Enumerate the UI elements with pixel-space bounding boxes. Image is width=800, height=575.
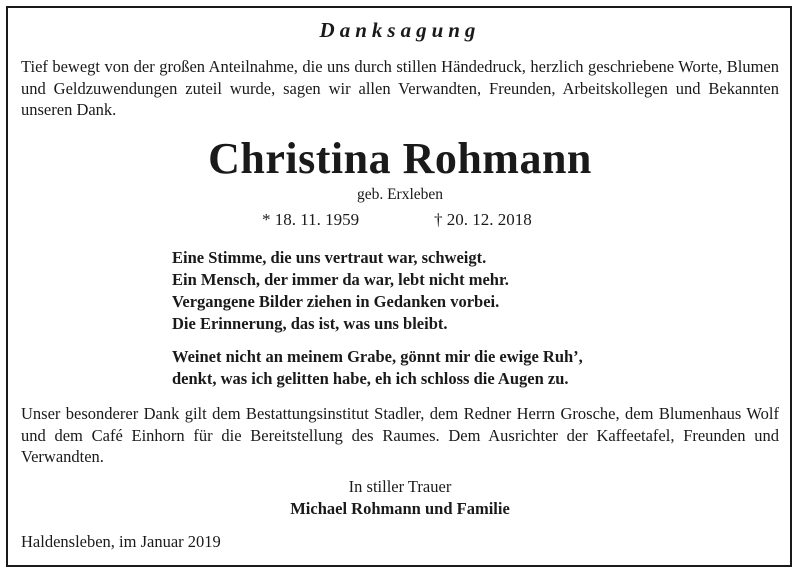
verse-line: Vergangene Bilder ziehen in Gedanken vorbei. — [172, 292, 500, 311]
signature-name: Michael Rohmann und Familie — [290, 499, 510, 518]
deceased-name: Christina Rohmann — [208, 134, 592, 183]
intro-paragraph: Tief bewegt von der großen Anteilnahme, die uns durch stillen Händedruck, herzlich geschriebene Worte, Blumen und Geldzuwendungen zuteil wurde, sagen wir allen Verwandten, Freunden, Arbeitskollegen und Bekannten unseren Dank. — [21, 57, 779, 119]
birth-date: * 18. 11. 1959 — [262, 210, 360, 229]
verse-line: Eine Stimme, die uns vertraut war, schweigt. — [172, 248, 487, 267]
signature-intro: In stiller Trauer — [348, 477, 452, 496]
thanks-paragraph: Unser besonderer Dank gilt dem Bestattungsinstitut Stadler, dem Redner Herrn Grosche, dem Blumenhaus Wolf und dem Café Einhorn für die Bereitstellung des Raumes. Dem Ausrichter der Kaffeetafel, Freunden und Verwandten. — [21, 404, 779, 466]
verse-line: Die Erinnerung, das ist, was uns bleibt. — [172, 314, 448, 333]
birth-name: geb. Erxleben — [356, 186, 444, 203]
verse-line: Ein Mensch, der immer da war, lebt nicht mehr. — [172, 270, 509, 289]
death-date: † 20. 12. 2018 — [434, 210, 532, 229]
heading: Danksagung — [319, 18, 481, 42]
verse-line: denkt, was ich gelitten habe, eh ich schloss die Augen zu. — [172, 369, 569, 388]
place-date: Haldensleben, im Januar 2019 — [21, 532, 221, 551]
verse-stanza-1 — [172, 247, 509, 335]
verse-line: Weinet nicht an meinem Grabe, gönnt mir die ewige Ruh’, — [172, 347, 583, 366]
verse-stanza-2 — [172, 346, 583, 390]
